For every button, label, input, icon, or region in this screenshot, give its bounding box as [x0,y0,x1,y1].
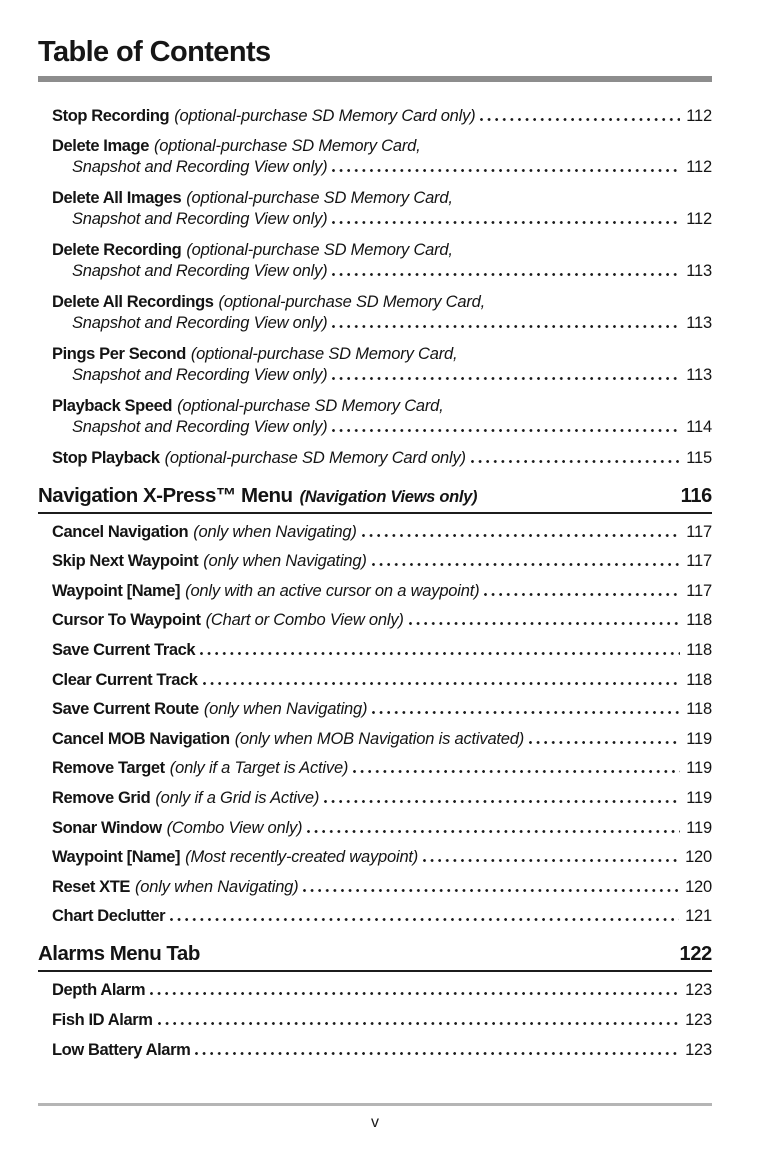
footer-page-number: v [371,1114,379,1131]
page-title: Table of Contents [38,36,271,68]
dot-leader [409,622,681,625]
entry-note: (optional-purchase SD Memory Card, [190,344,458,363]
section-page-number: 122 [679,943,712,966]
entry-page-number: 119 [686,818,712,837]
entry-label: Reset XTE [52,877,131,896]
entry-label: Cancel MOB Navigation [52,729,230,748]
toc-entry [38,581,712,602]
toc-entry [38,610,712,631]
section-underline [38,512,712,514]
entry-label: Remove Grid [52,788,151,807]
entry-line-1 [38,188,712,209]
dot-leader [203,682,681,685]
toc-entry [38,106,712,127]
entry-note-continuation: Snapshot and Recording View only) [72,417,328,436]
toc-entry [38,240,712,282]
toc-entry [38,1010,712,1031]
entry-note: (only when Navigating) [203,700,368,719]
entry-line-1 [38,240,712,261]
entry-note: (optional-purchase SD Memory Card, [186,240,453,259]
dot-leader [362,534,681,537]
entry-label: Cancel Navigation [52,522,189,541]
entry-note: (optional-purchase SD Memory Card, [186,188,453,207]
entry-page-number: 113 [686,261,712,280]
entry-page-number: 120 [685,877,712,896]
toc-entry [38,522,712,543]
entry-note: (only with an active cursor on a waypoint) [185,581,480,600]
entry-label: Delete All Images [52,188,182,207]
dot-leader [332,429,680,432]
toc-section [38,106,712,469]
entry-page-number: 117 [686,581,712,600]
dot-leader [332,273,680,276]
section-page-number: 116 [680,484,712,507]
section-header [38,484,712,508]
entry-note: (Combo View only) [166,818,303,837]
dot-leader [480,118,680,121]
entry-label: Fish ID Alarm [52,1010,153,1029]
entry-line-2 [38,261,712,282]
footer-rule [38,1103,712,1106]
entry-note-continuation: Snapshot and Recording View only) [72,313,328,332]
dot-leader [484,593,680,596]
entry-page-number: 118 [686,640,712,659]
entry-note: (only when Navigating) [135,877,299,896]
section-title: Alarms Menu Tab [38,942,200,966]
entry-line-1 [38,136,712,157]
entry-label: Waypoint [Name] [52,581,181,600]
entry-label: Delete Recording [52,240,182,259]
entry-note-continuation: Snapshot and Recording View only) [72,209,328,228]
entry-page-number: 118 [686,700,712,719]
entry-line-1 [38,396,712,417]
entry-note: (optional-purchase SD Memory Card, [177,396,444,415]
dot-leader [529,741,680,744]
toc-entry [38,906,712,927]
toc-entry [38,448,712,469]
dot-leader [332,221,680,224]
entry-line-2 [38,417,712,438]
dot-leader [423,859,679,862]
section-underline [38,970,712,972]
toc-entry [38,729,712,750]
dot-leader [372,711,680,714]
toc-entry [38,344,712,386]
entry-note: (only if a Target is Active) [169,759,349,778]
toc-entry [38,818,712,839]
toc-entry [38,136,712,178]
entry-label: Sonar Window [52,818,162,837]
entry-page-number: 119 [686,729,712,748]
dot-leader [200,652,680,655]
dot-leader [471,460,680,463]
entry-label: Depth Alarm [52,981,146,1000]
entry-note: (Most recently-created waypoint) [185,848,419,867]
toc-section [38,484,712,928]
entry-note: (only when Navigating) [193,522,357,541]
entry-label: Clear Current Track [52,670,198,689]
entry-line-2 [38,313,712,334]
dot-leader [332,169,680,172]
entry-note: (optional-purchase SD Memory Card, [218,292,486,311]
entry-label: Delete All Recordings [52,292,214,311]
section-title: Navigation X-Press™ Menu [38,483,293,507]
entry-note: (optional-purchase SD Memory Card only) [174,107,476,125]
entry-page-number: 115 [686,448,712,467]
entry-line-2 [38,157,712,178]
toc-section [38,942,712,1060]
toc-entry [38,877,712,898]
dot-leader [332,377,680,380]
toc-entry [38,640,712,661]
toc-entry [38,758,712,779]
entry-label: Pings Per Second [52,344,186,363]
dot-leader [372,563,681,566]
entry-line-1 [38,344,712,365]
entry-page-number: 112 [686,157,712,176]
entry-page-number: 113 [686,313,712,332]
entry-note-continuation: Snapshot and Recording View only) [72,261,328,280]
entry-note: (only when MOB Navigation is activated) [234,729,525,748]
entry-label: Delete Image [52,136,149,155]
entry-page-number: 120 [685,848,712,867]
toc-entry [38,1040,712,1061]
dot-leader [170,918,679,921]
toc-entry [38,788,712,809]
entry-page-number: 119 [686,788,712,807]
toc-entry [38,847,712,868]
entry-line-2 [38,209,712,230]
entry-label: Skip Next Waypoint [52,552,199,571]
dot-leader [353,770,680,773]
entry-label: Stop Playback [52,448,160,467]
entry-label: Save Current Track [52,640,196,659]
entry-note: (Chart or Combo View only) [205,611,404,630]
section-note: (Navigation Views only) [299,487,478,506]
dot-leader [324,800,680,803]
entry-page-number: 114 [686,417,712,436]
toc-entry [38,188,712,230]
toc-entry [38,551,712,572]
entry-label: Waypoint [Name] [52,848,181,867]
entry-label: Playback Speed [52,396,173,415]
dot-leader [195,1052,679,1055]
entry-label: Remove Target [52,759,165,778]
entry-note: (optional-purchase SD Memory Card only) [164,448,466,467]
entry-label: Stop Recording [52,107,170,125]
toc-entry [38,980,712,1001]
entry-page-number: 118 [686,611,712,630]
entry-page-number: 121 [685,907,712,926]
entry-page-number: 123 [685,1040,712,1059]
dot-leader [158,1022,680,1025]
table-of-contents [38,106,712,1061]
toc-entry [38,396,712,438]
entry-label: Low Battery Alarm [52,1040,191,1059]
entry-page-number: 118 [686,670,712,689]
entry-page-number: 119 [686,759,712,778]
entry-label: Cursor To Waypoint [52,611,201,630]
toc-entry [38,670,712,691]
entry-line-2 [38,365,712,386]
entry-note-continuation: Snapshot and Recording View only) [72,365,328,384]
entry-note-continuation: Snapshot and Recording View only) [72,157,328,176]
entry-page-number: 112 [686,209,712,228]
entry-page-number: 123 [685,981,712,1000]
toc-entry [38,292,712,334]
entry-note: (only if a Grid is Active) [155,788,320,807]
section-header [38,942,712,966]
toc-entry [38,699,712,720]
title-rule [38,76,712,82]
entry-line-1 [38,292,712,313]
entry-page-number: 112 [686,107,712,125]
entry-page-number: 113 [686,365,712,384]
dot-leader [303,889,679,892]
entry-note: (optional-purchase SD Memory Card, [154,136,421,155]
entry-page-number: 117 [686,522,712,541]
entry-page-number: 117 [686,552,712,571]
dot-leader [150,992,679,995]
entry-label: Chart Declutter [52,907,166,926]
entry-page-number: 123 [685,1010,712,1029]
dot-leader [307,830,680,833]
entry-note: (only when Navigating) [203,552,367,571]
entry-label: Save Current Route [52,700,199,719]
dot-leader [332,325,680,328]
